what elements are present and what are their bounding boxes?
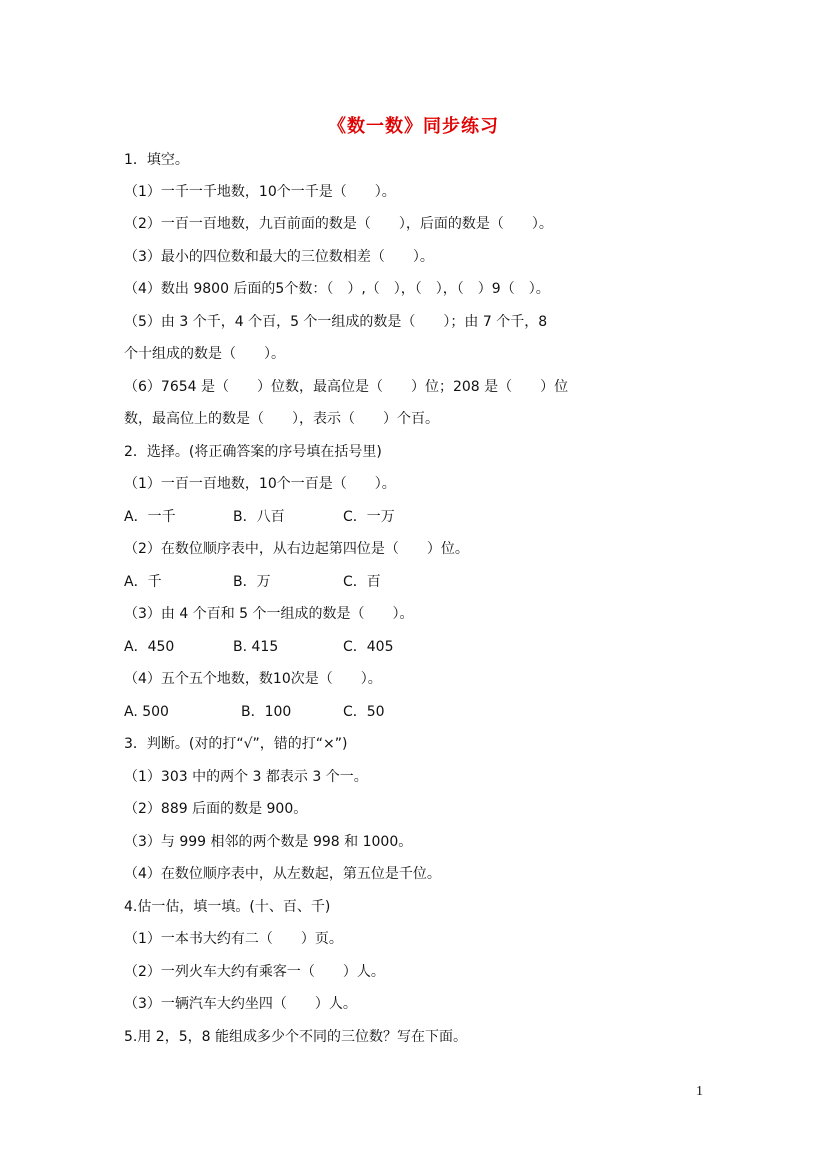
q4-item-3: （3）一辆汽车大约坐四（ ）人。 [124, 996, 357, 1012]
q2-sub1-option-b: B．八百 [233, 509, 285, 525]
q2-sub3-option-a: A．450 [124, 639, 175, 655]
q1-heading: 1．填空。 [124, 152, 189, 168]
q2-sub4-stem: （4）五个五个地数，数10次是（ ）。 [124, 671, 382, 687]
q5-heading: 5.用 2，5，8 能组成多少个不同的三位数？写在下面。 [124, 1029, 467, 1045]
q2-sub1-option-c: C．一万 [343, 509, 395, 525]
q2-heading: 2．选择。(将正确答案的序号填在括号里) [124, 444, 382, 460]
q1-item-5-line2: 个十组成的数是（ ）。 [124, 346, 285, 362]
q3-item-1: （1）303 中的两个 3 都表示 3 个一。 [124, 769, 368, 785]
q1-item-4: （4）数出 9800 后面的5个数：（ ）,（ ），（ ），（ ）9（ ）。 [124, 281, 550, 297]
q2-sub4-option-c: C．50 [343, 704, 385, 720]
q4-item-2: （2）一列火车大约有乘客一（ ）人。 [124, 964, 385, 980]
q2-sub4-option-a: A. 500 [124, 704, 169, 720]
q2-sub4-option-b: B．100 [241, 704, 292, 720]
q2-sub3-stem: （3）由 4 个百和 5 个一组成的数是（ ）。 [124, 606, 414, 622]
q2-sub1-stem: （1）一百一百地数，10个一百是（ ）。 [124, 476, 396, 492]
q2-sub2-option-b: B．万 [233, 574, 271, 590]
q2-sub2-option-a: A．千 [124, 574, 162, 590]
q2-sub3-option-c: C．405 [343, 639, 394, 655]
q1-item-1: （1）一千一千地数，10个一千是（ ）。 [124, 184, 396, 200]
q2-sub2-stem: （2）在数位顺序表中，从右边起第四位是（ ）位。 [124, 541, 469, 557]
q2-sub2-option-c: C．百 [343, 574, 381, 590]
q4-heading: 4.估一估，填一填。(十、百、千) [124, 899, 331, 915]
q1-item-3: （3）最小的四位数和最大的三位数相差（ ）。 [124, 249, 434, 265]
q4-item-1: （1）一本书大约有二（ ）页。 [124, 931, 343, 947]
q3-item-3: （3）与 999 相邻的两个数是 998 和 1000。 [124, 834, 413, 850]
worksheet-title: 《数一数》同步练习 [328, 116, 499, 137]
q1-item-6-line1: （6）7654 是（ ）位数，最高位是（ ）位；208 是（ ）位 [124, 379, 569, 395]
page-number: 1 [696, 1084, 703, 1099]
q1-item-2: （2）一百一百地数，九百前面的数是（ ），后面的数是（ ）。 [124, 216, 553, 232]
q2-sub3-option-b: B. 415 [233, 639, 279, 655]
q3-item-2: （2）889 后面的数是 900。 [124, 801, 308, 817]
q1-item-5-line1: （5）由 3 个千，4 个百，5 个一组成的数是（ ）；由 7 个千，8 [124, 314, 548, 330]
q3-heading: 3．判断。(对的打“√”，错的打“×”) [124, 736, 348, 752]
q1-item-6-line2: 数，最高位上的数是（ ），表示（ ）个百。 [124, 411, 439, 427]
q3-item-4: （4）在数位顺序表中，从左数起，第五位是千位。 [124, 866, 441, 882]
q2-sub1-option-a: A．一千 [124, 509, 176, 525]
